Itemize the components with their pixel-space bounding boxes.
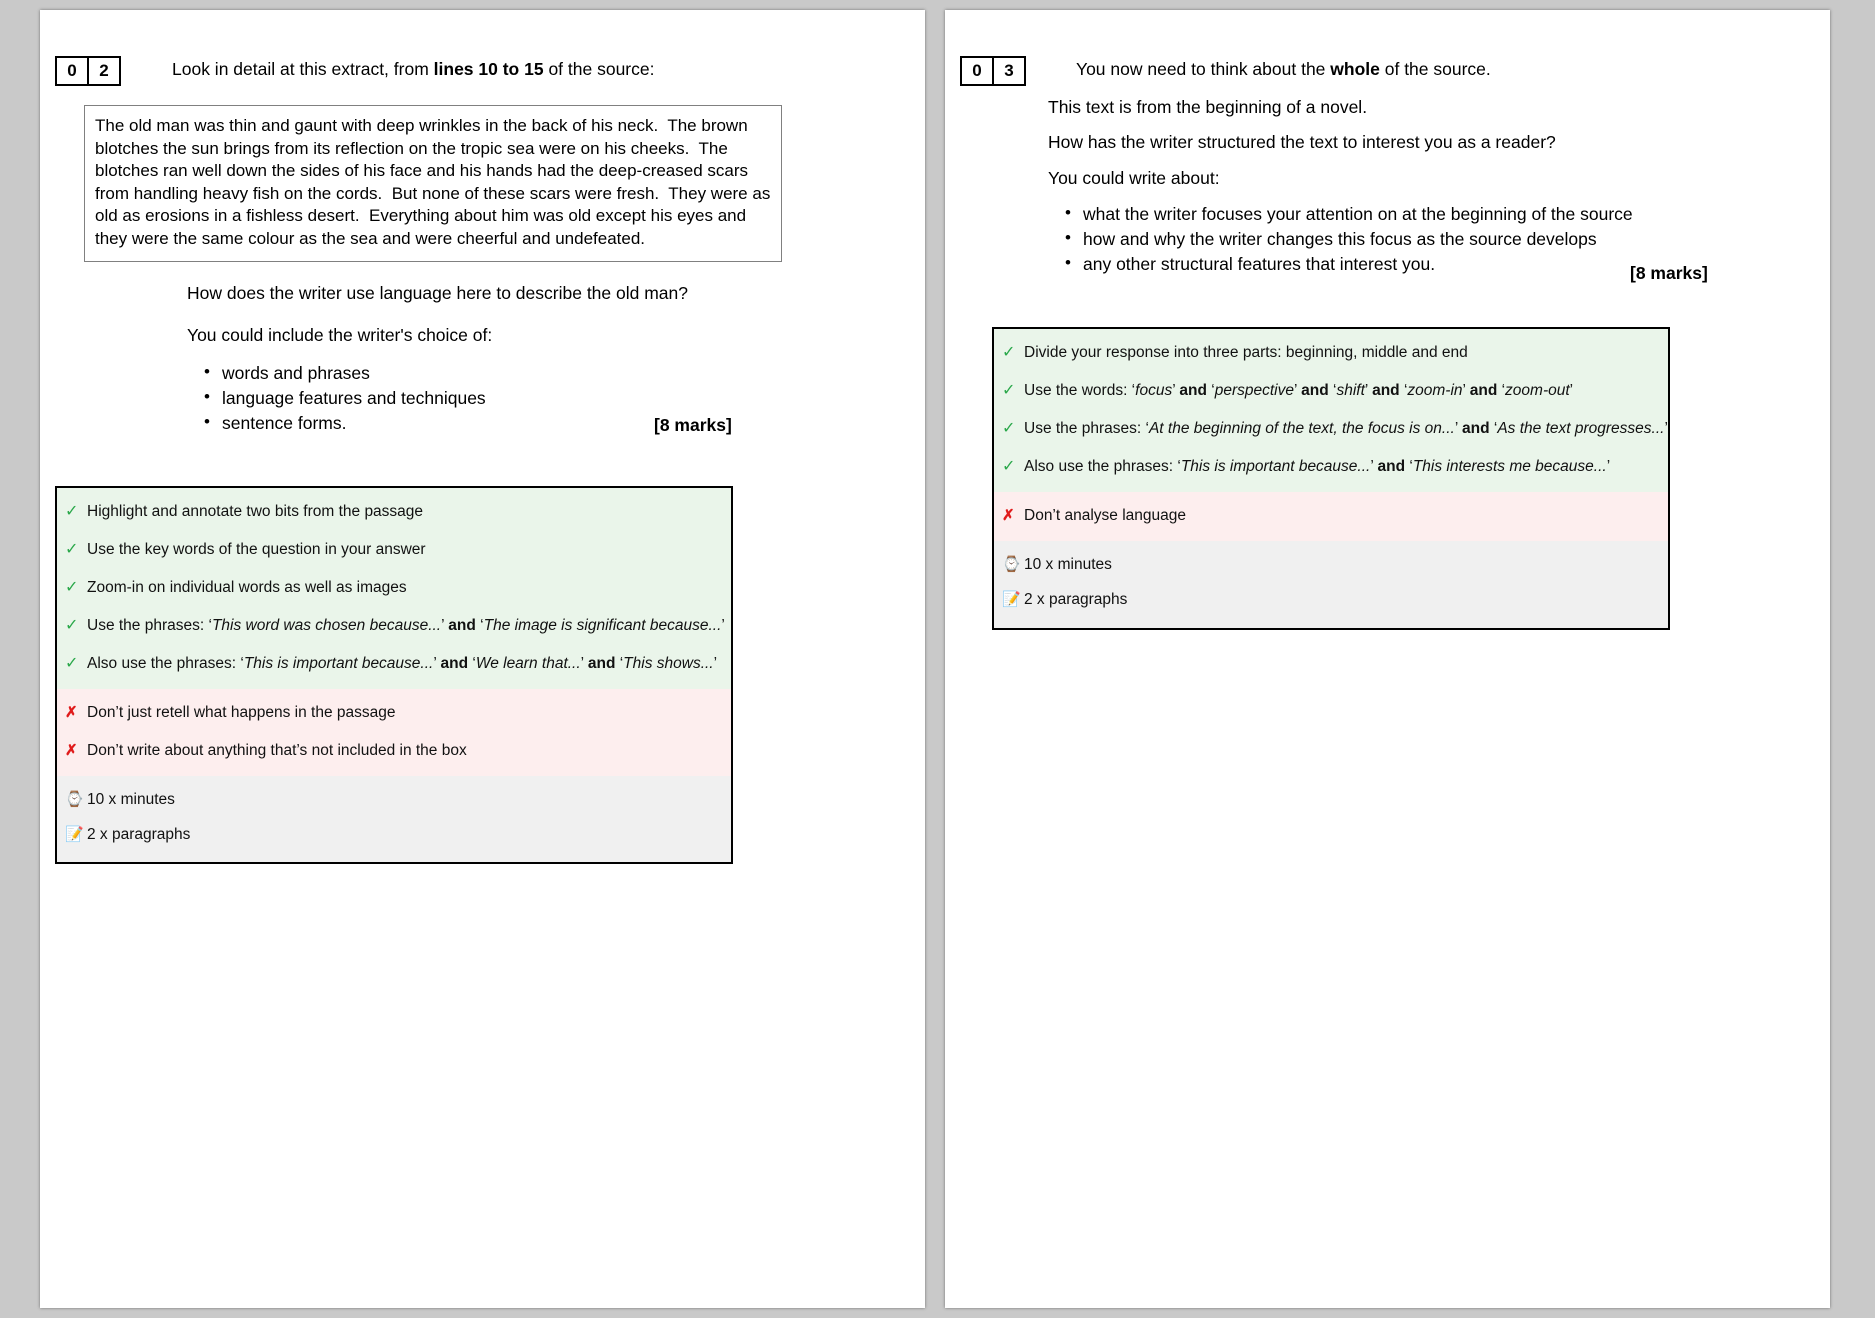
- check-icon: ✓: [1002, 344, 1016, 361]
- advice-do-item: [994, 448, 1668, 486]
- advice-do-label: Use the phrases: ‘This word was chosen because...’ and ‘The image is significant because...’: [87, 617, 725, 634]
- list-item: • how and why the writer changes this focus as the source develops: [1063, 227, 1633, 252]
- question-text-02: How does the writer use language here to describe the old man?: [187, 283, 688, 303]
- list-item: • words and phrases: [202, 361, 486, 386]
- advice-meta-item: [57, 817, 731, 852]
- watch-icon: ⌚: [1002, 555, 1021, 573]
- memo-icon: 📝: [65, 825, 84, 843]
- check-icon: ✓: [1002, 382, 1016, 399]
- advice-dont-item: [994, 497, 1668, 535]
- question-number-digit-1: 0: [972, 61, 982, 80]
- advice-meta-label: 2 x paragraphs: [1024, 591, 1128, 609]
- question-prompt-03: [1076, 56, 1491, 81]
- lead-in-02: You could include the writer's choice of:: [187, 325, 493, 345]
- advice-meta-label: 2 x paragraphs: [87, 825, 191, 843]
- advice-do-section-03: [994, 329, 1668, 492]
- question-header-02: [55, 56, 654, 86]
- advice-dont-item: [57, 732, 731, 770]
- advice-dont-item: [57, 694, 731, 732]
- advice-dont-section-02: [57, 689, 731, 776]
- advice-do-item: [994, 334, 1668, 372]
- advice-do-item: [57, 531, 731, 569]
- question-text-03: How has the writer structured the text to interest you as a reader?: [1048, 132, 1556, 152]
- list-item: • language features and techniques: [202, 386, 486, 411]
- advice-meta-label: 10 x minutes: [1024, 555, 1112, 573]
- bullet-list-03: [1063, 202, 1633, 277]
- page-left: [40, 10, 925, 1308]
- advice-do-label: Use the phrases: ‘At the beginning of the text, the focus is on...’ and ‘As the text progresses...’: [1024, 420, 1668, 437]
- question-header-03: [960, 56, 1491, 86]
- check-icon: ✓: [65, 541, 79, 558]
- advice-dont-label: Don’t just retell what happens in the passage: [87, 704, 396, 721]
- prompt-bold: whole: [1330, 59, 1380, 79]
- check-icon: ✓: [65, 655, 79, 672]
- advice-meta-section-02: [57, 776, 731, 863]
- prompt-post: of the source.: [1379, 59, 1491, 79]
- check-icon: ✓: [65, 503, 79, 520]
- check-icon: ✓: [1002, 420, 1016, 437]
- cross-icon: ✗: [1002, 507, 1015, 524]
- advice-do-label: Zoom-in on individual words as well as images: [87, 579, 407, 596]
- watch-icon: ⌚: [65, 790, 84, 808]
- advice-box-03: [992, 327, 1670, 630]
- check-icon: ✓: [1002, 458, 1016, 475]
- marks-label-02: [8 marks]: [654, 415, 732, 435]
- advice-meta-item: [57, 782, 731, 817]
- advice-meta-section-03: [994, 541, 1668, 628]
- advice-meta-item: [994, 582, 1668, 617]
- marks-label-03: [8 marks]: [1630, 263, 1708, 283]
- advice-dont-label: Don’t analyse language: [1024, 507, 1187, 524]
- list-item: • sentence forms.: [202, 411, 486, 436]
- advice-do-label: Use the key words of the question in your answer: [87, 541, 426, 558]
- advice-do-item: [57, 569, 731, 607]
- advice-do-label: Also use the phrases: ‘This is important because...’ and ‘We learn that...’ and ‘This shows...’: [87, 655, 718, 672]
- advice-do-label: Divide your response into three parts: beginning, middle and end: [1024, 344, 1468, 361]
- advice-do-item: [57, 493, 731, 531]
- prompt-bold: lines 10 to 15: [433, 59, 544, 79]
- question-number-box-03: [960, 56, 1026, 86]
- advice-do-item: [994, 372, 1668, 410]
- advice-meta-item: [994, 547, 1668, 582]
- advice-box-02: [55, 486, 733, 864]
- cross-icon: ✗: [65, 741, 78, 759]
- question-number-digit-2: 2: [87, 58, 119, 84]
- cross-icon: ✗: [65, 704, 78, 721]
- check-icon: ✓: [65, 579, 79, 596]
- advice-do-label: Highlight and annotate two bits from the passage: [87, 503, 424, 520]
- advice-dont-section-03: [994, 492, 1668, 541]
- advice-do-section-02: [57, 488, 731, 689]
- list-item: • any other structural features that interest you.: [1063, 252, 1633, 277]
- memo-icon: 📝: [1002, 591, 1021, 609]
- source-extract-text: The old man was thin and gaunt with deep wrinkles in the back of his neck. The brown blotches the sun brings from its reflection on the tropic sea were on his cheeks. The blotches ran well down the sides of his face and his hands had the deep-creased scars from handling heavy fish on the cords. But none of these scars were fresh. They were as old as erosions in a fishless desert. Everything about him was old except his eyes and they were the same colour as the sea and were cheerful and undefeated.: [95, 116, 776, 249]
- lead-in-03: You could write about:: [1048, 168, 1220, 188]
- advice-do-item: [57, 607, 731, 645]
- prompt-post: of the source:: [543, 59, 655, 79]
- context-line-03: This text is from the beginning of a novel.: [1048, 97, 1368, 117]
- question-number-box-02: [55, 56, 121, 86]
- prompt-pre: Look in detail at this extract, from: [172, 59, 434, 79]
- advice-meta-label: 10 x minutes: [87, 790, 175, 808]
- advice-do-label: Also use the phrases: ‘This is important because...’ and ‘This interests me because...’: [1024, 458, 1611, 475]
- bullet-list-02: [202, 361, 486, 436]
- question-number-digit-2: 3: [992, 58, 1024, 84]
- advice-do-label: Use the words: ‘focus’ and ‘perspective’ and ‘shift’ and ‘zoom-in’ and ‘zoom-out’: [1024, 382, 1574, 399]
- list-item: • what the writer focuses your attention on at the beginning of the source: [1063, 202, 1633, 227]
- source-extract-box: [84, 105, 782, 262]
- check-icon: ✓: [65, 617, 79, 634]
- advice-do-item: [994, 410, 1668, 448]
- prompt-pre: You now need to think about the: [1076, 59, 1331, 79]
- advice-do-item: [57, 645, 731, 683]
- question-prompt-02: [172, 56, 654, 81]
- page-right: [945, 10, 1830, 1308]
- question-number-digit-1: 0: [67, 61, 77, 80]
- advice-dont-label: Don’t write about anything that’s not included in the box: [87, 741, 467, 759]
